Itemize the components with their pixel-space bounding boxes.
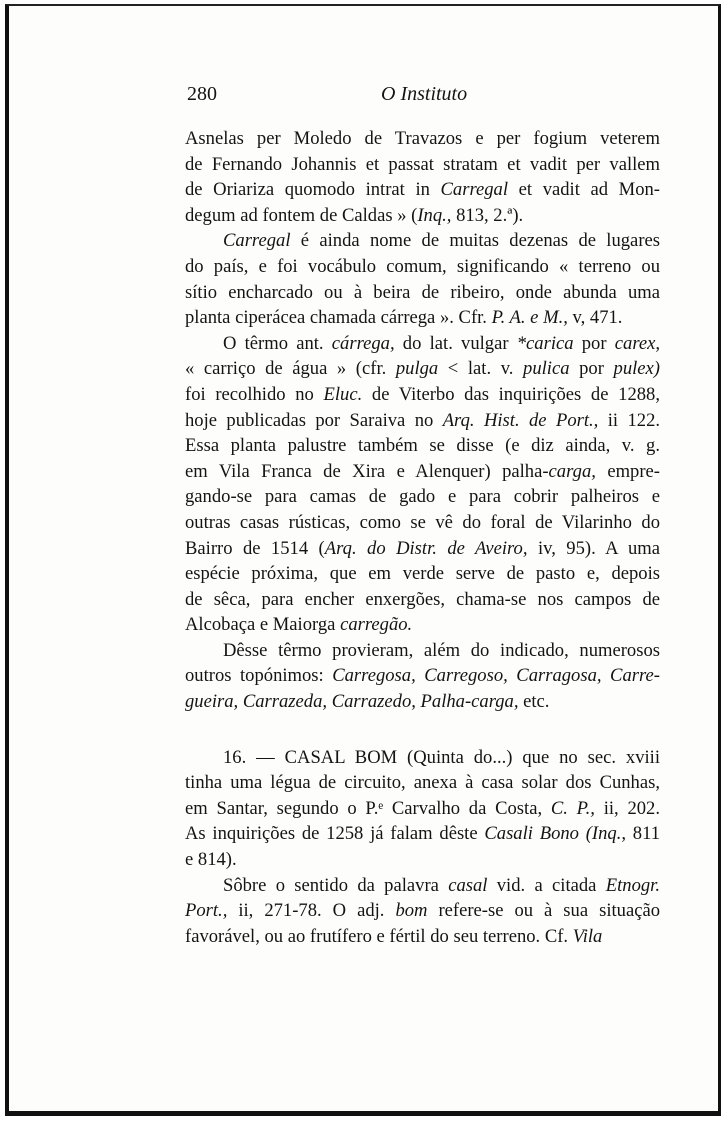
italic-term: Casali Bono (Inq., [484, 823, 627, 845]
text-line: Essa planta palustre também se disse (e diz ainda, v. g. [185, 435, 660, 457]
text-line: Sôbre o sentido da palavra casal vid. a citada Etnogr. [223, 874, 660, 896]
text-line: outros topónimos: Carregosa, Carregoso, Carragosa, Carre- [185, 665, 660, 687]
italic-term: P. A. e M., [491, 307, 568, 329]
text-line: « carriço de água » (cfr. pulga < lat. v. pulica por pulex) [185, 358, 660, 380]
italic-term: Etnogr. [605, 874, 660, 896]
italic-term: *carica [516, 332, 574, 354]
text-line: hoje publicadas por Saraiva no Arq. Hist. de Port., ii 122. [185, 409, 661, 431]
section-16 [185, 745, 660, 950]
text-line: degum ad fontem de Caldas » (Inq., 813, 2.ª). [185, 204, 524, 226]
text-line: Dêsse têrmo provieram, além do indicado, numerosos [223, 639, 660, 661]
italic-term: pulex) [613, 358, 660, 380]
italic-term: Arq. Hist. de Port., [442, 409, 599, 431]
section-gap [185, 715, 660, 745]
text-line: gando-se para camas de gado e para cobrir palheiros e [185, 486, 660, 508]
text-line: de Fernando Johannis et passat stratam et vadit per vallem [185, 153, 660, 175]
italic-term: Port., [185, 900, 228, 922]
italic-term: casal [448, 874, 488, 896]
italic-term: Arq. do Distr. de Aveiro, [324, 537, 528, 559]
text-line: Alcobaça e Maiorga carregão. [185, 614, 413, 636]
italic-term: carga, [548, 460, 596, 482]
text-line: espécie próxima, que em verde serve de pasto e, depois [185, 563, 660, 585]
italic-term: Carregal [440, 179, 509, 201]
text-line: em Vila Franca de Xira e Alenquer) palha-carga, empre- [185, 460, 660, 482]
text-line: gueira, Carrazeda, Carrazedo, Palha-carga, etc. [185, 691, 550, 713]
text-line: em Santar, segundo o P.ᵉ Carvalho da Costa, C. P., ii, 202. [185, 797, 660, 819]
italic-term: carex, [614, 332, 661, 354]
text-line: Carregal é ainda nome de muitas dezenas de lugares [223, 230, 660, 252]
text-line: sítio encharcado ou à beira de ribeiro, onde abunda uma [185, 281, 660, 303]
text-line: O têrmo ant. cárrega, do lat. vulgar *carica por carex, [223, 332, 661, 354]
paragraph [185, 638, 660, 715]
text-line: favorável, ou ao frutífero e fértil do seu terreno. Cf. Vila [185, 925, 603, 947]
text-line: de Oriariza quomodo intrat in Carregal et vadit ad Mon- [185, 179, 661, 201]
paragraph [185, 745, 660, 873]
italic-term: Eluc. [323, 383, 363, 405]
italic-term: pulga [395, 358, 439, 380]
text-line: outras casas rústicas, como se vê do foral de Vilarinho do [185, 511, 660, 533]
italic-term: C. P., [550, 797, 595, 819]
italic-term: bom [395, 900, 428, 922]
page-number: 280 [187, 83, 217, 105]
italic-term: gueira, Carrazeda, Carrazedo, Palha-carga, [185, 691, 519, 713]
paragraph [185, 126, 660, 228]
italic-term: Carregal [223, 230, 291, 252]
text-line: As inquirições de 1258 já falam dêste Casali Bono (Inq., 811 [185, 823, 660, 845]
text-line: tinha uma légua de circuito, anexa à casa solar dos Cunhas, [185, 772, 660, 794]
text-line: Bairro de 1514 (Arq. do Distr. de Aveiro, iv, 95). A uma [185, 537, 660, 559]
section-15 [185, 126, 660, 715]
running-title: O Instituto [381, 83, 468, 105]
text-line: do país, e foi vocábulo comum, significando « terreno ou [185, 255, 660, 277]
text-line: Port., ii, 271-78. O adj. bom refere-se ou à sua situação [185, 900, 661, 922]
book-page [5, 4, 721, 1116]
italic-term: Carregosa, Carregoso, Carragosa, Carre- [332, 665, 660, 687]
italic-term: Vila [572, 925, 603, 947]
body-text [185, 126, 660, 949]
italic-term: pulica [523, 358, 570, 380]
italic-term: cárrega, [331, 332, 395, 354]
paragraph [185, 331, 660, 638]
text-line: planta ciperácea chamada cárrega ». Cfr. P. A. e M., v, 471. [185, 307, 623, 329]
italic-term: carregão. [340, 614, 413, 636]
text-line: e 814). [185, 849, 237, 871]
text-line: foi recolhido no Eluc. de Viterbo das inquirições de 1288, [185, 383, 660, 405]
text-line: Asnelas per Moledo de Travazos e per fogium veterem [185, 128, 660, 149]
text-line: de sêca, para encher enxergões, chama-se nos campos de [185, 588, 660, 610]
paragraph [185, 228, 660, 330]
paragraph [185, 873, 660, 950]
text-line: 16. — CASAL BOM (Quinta do...) que no sec. xviii [223, 746, 660, 768]
italic-term: Inq., [417, 204, 452, 226]
